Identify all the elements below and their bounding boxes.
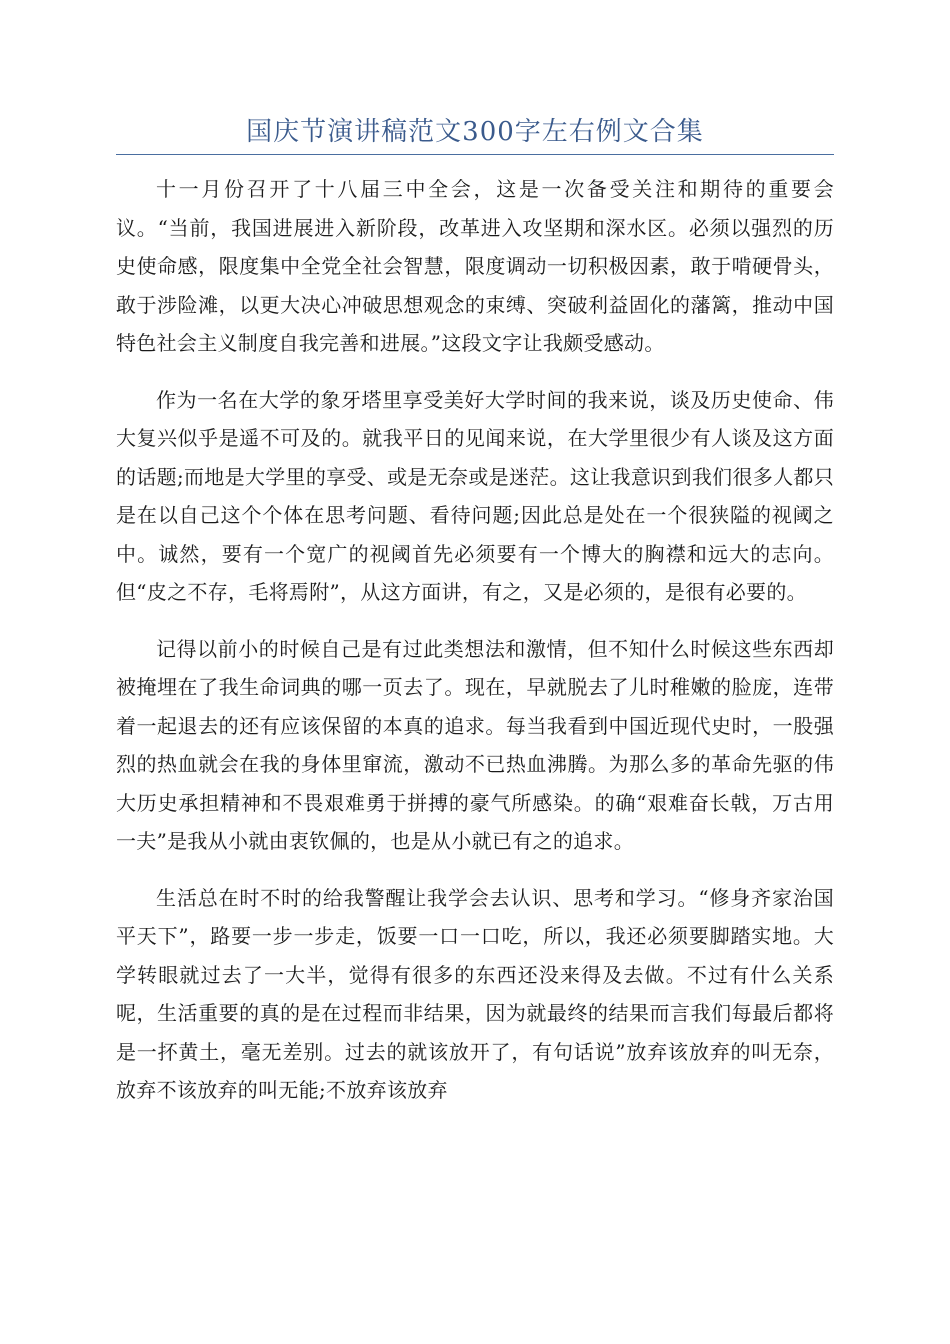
paragraph: 生活总在时不时的给我警醒让我学会去认识、思考和学习。“修身齐家治国平天下”，路要一步一步走，饭要一口一口吃，所以，我还必须要脚踏实地。大学转眼就过去了一大半，觉得有很多的东西还没来得及去做。不过有什么关系呢，生活重要的真的是在过程而非结果，因为就最终的结果而言我们每最后都将是一抔黄土，毫无差别。过去的就该放开了，有句话说”放弃该放弃的叫无奈，放弃不该放弃的叫无能;不放弃该放弃: [116, 885, 834, 1102]
paragraph: 作为一名在大学的象牙塔里享受美好大学时间的我来说，谈及历史使命、伟大复兴似乎是遥不可及的。就我平日的见闻来说，在大学里很少有人谈及这方面的话题;而地是大学里的享受、或是无奈或是迷茫。这让我意识到我们很多人都只是在以自己这个个体在思考问题、看待问题;因此总是处在一个很狭隘的视阈之中。诚然，要有一个宽广的视阈首先必须要有一个博大的胸襟和远大的志向。但“皮之不存，毛将焉附”，从这方面讲，有之，又是必须的，是很有必要的。: [116, 387, 834, 604]
document-title: 国庆节演讲稿范文300字左右例文合集: [246, 117, 704, 147]
title-underline: [116, 154, 834, 155]
paragraph: 十一月份召开了十八届三中全会，这是一次备受关注和期待的重要会议。“当前，我国进展进入新阶段，改革进入攻坚期和深水区。必须以强烈的历史使命感，限度集中全党全社会智慧，限度调动一切积极因素，敢于啃硬骨头，敢于涉险滩，以更大决心冲破思想观念的束缚、突破利益固化的藩篱，推动中国特色社会主义制度自我完善和进展。”这段文字让我颇受感动。: [116, 177, 834, 355]
paragraph: 记得以前小的时候自己是有过此类想法和激情，但不知什么时候这些东西却被掩埋在了我生命词典的哪一页去了。现在，早就脱去了儿时稚嫩的脸庞，连带着一起退去的还有应该保留的本真的追求。每当我看到中国近现代史时，一股强烈的热血就会在我的身体里窜流，激动不已热血沸腾。为那么多的革命先驱的伟大历史承担精神和不畏艰难勇于拼搏的豪气所感染。的确“艰难奋长戟，万古用一夫”是我从小就由衷钦佩的，也是从小就已有之的追求。: [116, 636, 834, 853]
document-body: [116, 170, 834, 1128]
